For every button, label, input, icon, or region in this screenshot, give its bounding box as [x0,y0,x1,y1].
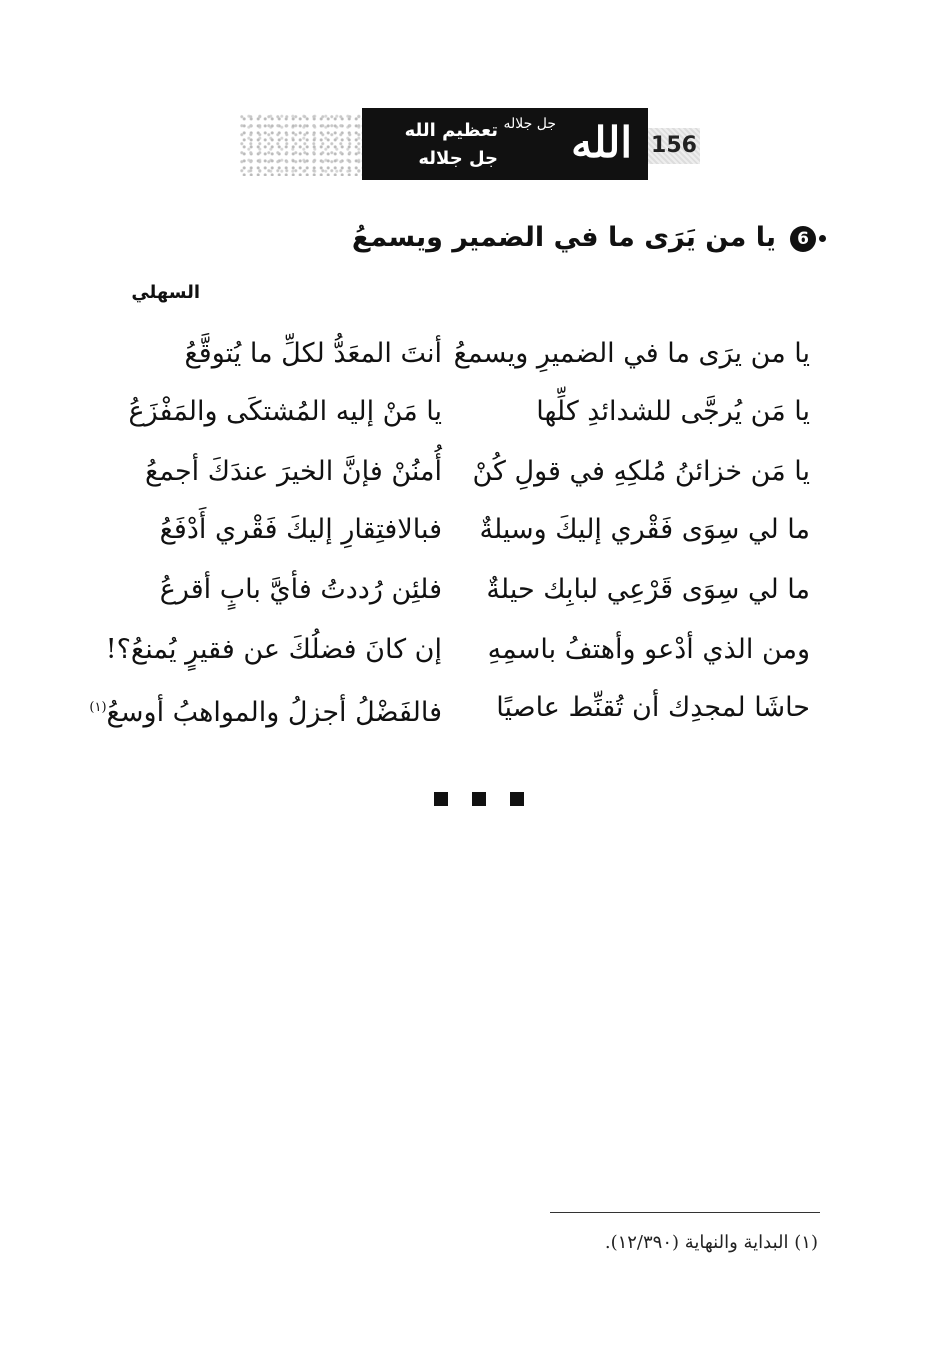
verse-4-second: فبالافتِقارِ إليكَ فَقْري أَدْفَعُ [159,514,442,545]
footnote: (١) البداية والنهاية (١٢/٣٩٠). [604,1232,818,1253]
header-logo: الله [571,118,632,167]
verse-6-first: ومن الذي أدْعو وأهتفُ باسمِهِ [487,634,810,665]
header-banner [362,108,648,180]
separator-square [510,792,524,806]
verse-2-second: يا مَنْ إليه المُشتكَى والمَفْزَعُ [128,396,442,427]
separator-square [472,792,486,806]
verse-7-second [89,688,442,733]
bullet-dot-icon [819,235,826,242]
verse-7-first: حاشَا لمجدِك أن تُقنِّط عاصيًا [496,692,810,723]
footnote-divider [550,1212,820,1213]
verse-5-second: فلئِن رُددتُ فأيَّ بابٍ أقرعُ [159,574,442,605]
page-number: 156 [648,128,700,164]
verse-3-first: يا مَن خزائنُ مُلكِهِ في قولِ كُنْ [472,456,810,487]
verse-3-second: أُمنُنْ فإنَّ الخيرَ عندَكَ أجمعُ [144,456,442,487]
verse-5-first: ما لي سِوَى قَرْعِي لبابِك حيلةٌ [486,574,810,605]
section-title: يا من يَرَى ما في الضمير ويسمعُ [351,222,776,253]
verse-7-second-text: فالفَضْلُ أجزلُ والمواهبُ أوسعُ [106,697,442,728]
verse-2-first: يا مَن يُرجَّى للشدائدِ كلِّها [536,396,810,427]
header-subtitle: جل جلاله [418,148,498,169]
header-logo-small: جل جلاله [503,116,556,132]
page-header [240,108,700,180]
poet-name: السهلي [131,282,200,303]
verse-1-second: أنتَ المعَدُّ لكلِّ ما يُتوقَّعُ [184,338,442,369]
verse-4-first: ما لي سِوَى فَقْري إليكَ وسيلةٌ [479,514,810,545]
header-title: تعظيم الله [404,120,498,141]
verse-1-first: يا من يرَى ما في الضميرِ ويسمعُ [453,338,810,369]
verse-6-second: إن كانَ فضلُكَ عن فقيرٍ يُمنعُ؟! [105,634,442,665]
section-number-badge: 6 [790,226,816,252]
separator-square [434,792,448,806]
decorative-texture [240,114,362,176]
section-heading [352,222,816,253]
footnote-ref: (١) [89,700,107,715]
